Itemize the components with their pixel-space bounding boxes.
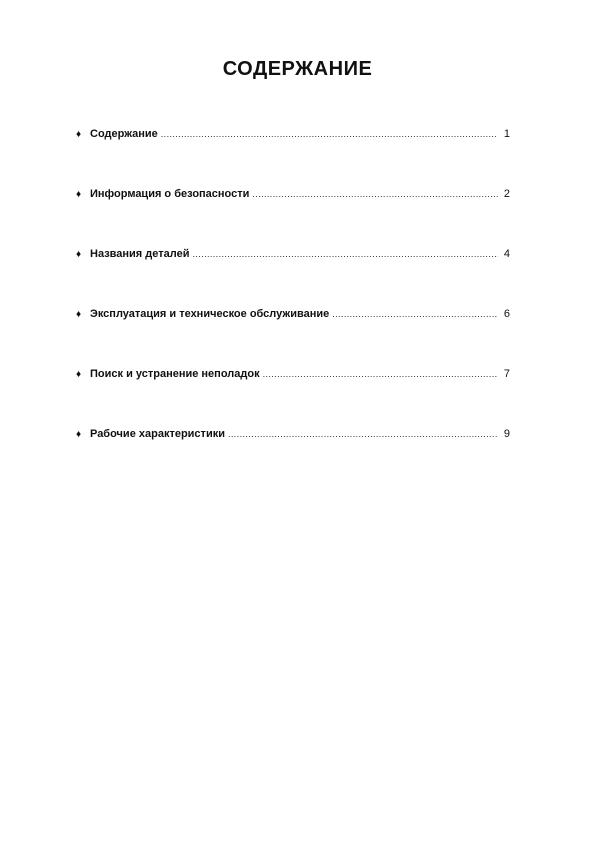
- toc-entry-title: Названия деталей: [90, 248, 190, 260]
- toc-page-number: 6: [503, 308, 510, 320]
- toc-page-number: 4: [503, 248, 510, 260]
- dot-leader: [161, 127, 498, 141]
- dot-leader: [332, 307, 498, 321]
- toc-entry-specifications[interactable]: [76, 427, 510, 441]
- diamond-bullet-icon: ♦: [76, 189, 82, 200]
- toc-entry-title: Эксплуатация и техническое обслуживание: [90, 308, 330, 320]
- dot-leader: [192, 247, 498, 261]
- toc-entry-title: Содержание: [90, 128, 158, 140]
- toc-page-number: 2: [503, 188, 510, 200]
- diamond-bullet-icon: ♦: [76, 249, 82, 260]
- toc-entry-parts[interactable]: [76, 247, 510, 261]
- toc-entry-safety[interactable]: [76, 187, 510, 201]
- diamond-bullet-icon: ♦: [76, 429, 82, 440]
- table-of-contents: [76, 127, 510, 487]
- diamond-bullet-icon: ♦: [76, 129, 82, 140]
- dot-leader: [252, 187, 498, 201]
- dot-leader: [228, 427, 498, 441]
- toc-entry-title: Поиск и устранение неполадок: [90, 368, 260, 380]
- page-title: СОДЕРЖАНИЕ: [222, 58, 373, 80]
- diamond-bullet-icon: ♦: [76, 309, 82, 320]
- toc-page-number: 9: [503, 428, 510, 440]
- toc-entry-title: Информация о безопасности: [90, 188, 250, 200]
- toc-page-number: 7: [503, 368, 510, 380]
- toc-page-number: 1: [503, 128, 510, 140]
- toc-entry-operation[interactable]: [76, 307, 510, 321]
- toc-entry-contents[interactable]: [76, 127, 510, 141]
- dot-leader: [263, 367, 498, 381]
- toc-entry-title: Рабочие характеристики: [90, 428, 225, 440]
- diamond-bullet-icon: ♦: [76, 369, 82, 380]
- toc-entry-troubleshooting[interactable]: [76, 367, 510, 381]
